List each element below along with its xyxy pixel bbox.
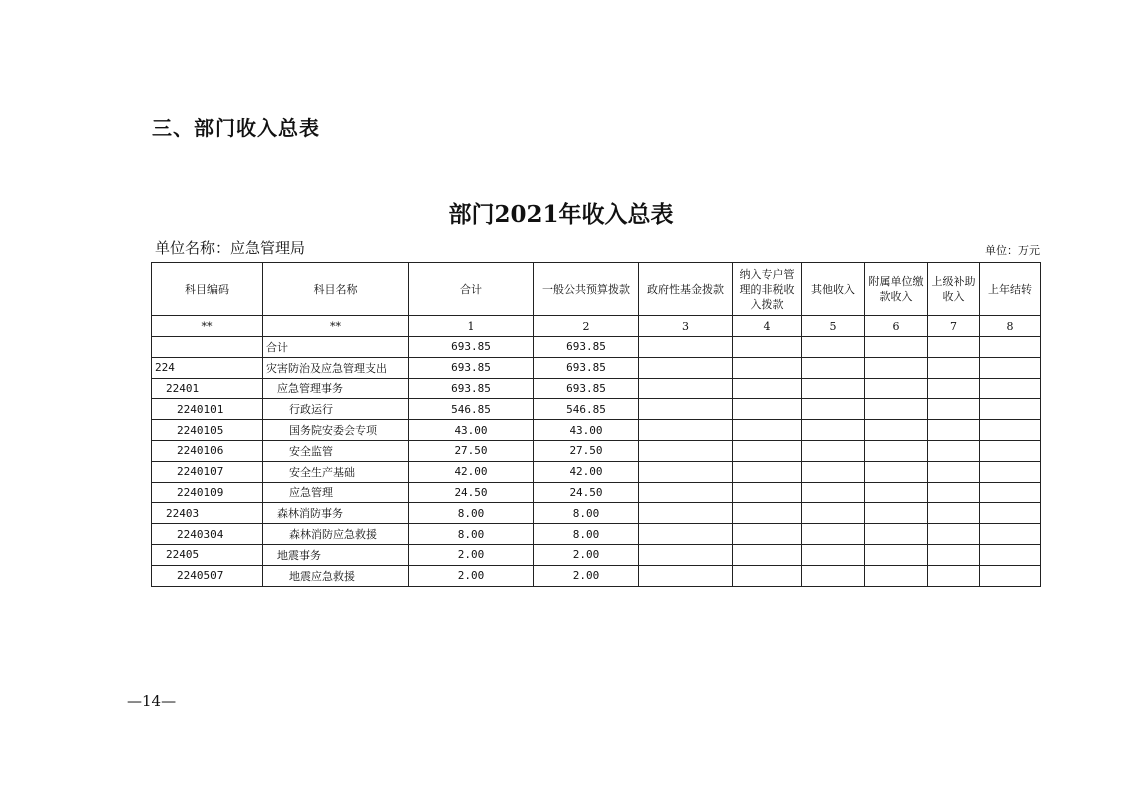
subject-name: 行政运行 xyxy=(263,399,409,420)
empty-cell xyxy=(733,357,802,378)
empty-cell xyxy=(733,461,802,482)
general-budget-value: 43.00 xyxy=(534,420,639,441)
empty-cell xyxy=(865,337,928,358)
empty-cell xyxy=(639,482,733,503)
subject-code: 22401 xyxy=(152,378,263,399)
empty-cell xyxy=(639,544,733,565)
table-row xyxy=(152,420,1041,441)
empty-cell xyxy=(802,565,865,586)
total-value: 2.00 xyxy=(409,544,534,565)
empty-cell xyxy=(865,524,928,545)
table-row xyxy=(152,440,1041,461)
column-header: 附属单位缴款收入 xyxy=(865,263,928,316)
empty-cell xyxy=(733,378,802,399)
subject-code: 2240101 xyxy=(152,399,263,420)
empty-cell xyxy=(865,565,928,586)
empty-cell xyxy=(733,337,802,358)
column-header: 纳入专户管理的非税收入拨款 xyxy=(733,263,802,316)
subject-name: 应急管理事务 xyxy=(263,378,409,399)
general-budget-value: 24.50 xyxy=(534,482,639,503)
column-index: ** xyxy=(263,316,409,337)
empty-cell xyxy=(865,503,928,524)
column-index: 7 xyxy=(928,316,980,337)
column-header: 上级补助收入 xyxy=(928,263,980,316)
subject-name: 森林消防事务 xyxy=(263,503,409,524)
subject-code: 2240304 xyxy=(152,524,263,545)
empty-cell xyxy=(928,565,980,586)
section-heading: 三、部门收入总表 xyxy=(152,116,320,140)
empty-cell xyxy=(980,420,1041,441)
general-budget-value: 2.00 xyxy=(534,565,639,586)
column-header: 合计 xyxy=(409,263,534,316)
table-row xyxy=(152,565,1041,586)
empty-cell xyxy=(980,461,1041,482)
total-value: 8.00 xyxy=(409,524,534,545)
column-header: 科目编码 xyxy=(152,263,263,316)
subject-code: 2240507 xyxy=(152,565,263,586)
unit-label: 单位：万元 xyxy=(985,244,1040,257)
general-budget-value: 2.00 xyxy=(534,544,639,565)
table-row xyxy=(152,524,1041,545)
total-value: 43.00 xyxy=(409,420,534,441)
empty-cell xyxy=(980,378,1041,399)
empty-cell xyxy=(802,503,865,524)
empty-cell xyxy=(928,544,980,565)
empty-cell xyxy=(865,357,928,378)
total-value: 693.85 xyxy=(409,337,534,358)
subject-name: 地震应急救援 xyxy=(263,565,409,586)
empty-cell xyxy=(639,440,733,461)
unit-name: 单位名称：应急管理局 xyxy=(155,239,306,257)
empty-cell xyxy=(865,399,928,420)
general-budget-value: 8.00 xyxy=(534,503,639,524)
empty-cell xyxy=(928,461,980,482)
table-row xyxy=(152,482,1041,503)
column-index: 8 xyxy=(980,316,1041,337)
header-row xyxy=(152,263,1041,316)
table-row xyxy=(152,399,1041,420)
empty-cell xyxy=(928,420,980,441)
empty-cell xyxy=(980,337,1041,358)
empty-cell xyxy=(639,503,733,524)
column-index-row xyxy=(152,316,1041,337)
income-table xyxy=(151,262,1041,587)
empty-cell xyxy=(639,399,733,420)
empty-cell xyxy=(980,399,1041,420)
empty-cell xyxy=(802,378,865,399)
general-budget-value: 546.85 xyxy=(534,399,639,420)
total-value: 24.50 xyxy=(409,482,534,503)
empty-cell xyxy=(928,524,980,545)
empty-cell xyxy=(865,482,928,503)
empty-cell xyxy=(639,357,733,378)
subject-code: 22405 xyxy=(152,544,263,565)
subject-code: 224 xyxy=(152,357,263,378)
subject-code: 2240105 xyxy=(152,420,263,441)
empty-cell xyxy=(865,440,928,461)
empty-cell xyxy=(733,420,802,441)
empty-cell xyxy=(802,461,865,482)
empty-cell xyxy=(865,420,928,441)
total-value: 42.00 xyxy=(409,461,534,482)
subject-name: 国务院安委会专项 xyxy=(263,420,409,441)
subject-name: 合计 xyxy=(263,337,409,358)
table-row xyxy=(152,357,1041,378)
table-row xyxy=(152,503,1041,524)
table-row xyxy=(152,378,1041,399)
empty-cell xyxy=(802,337,865,358)
empty-cell xyxy=(802,524,865,545)
general-budget-value: 693.85 xyxy=(534,357,639,378)
empty-cell xyxy=(980,357,1041,378)
empty-cell xyxy=(733,544,802,565)
empty-cell xyxy=(980,544,1041,565)
empty-cell xyxy=(865,544,928,565)
table-row xyxy=(152,544,1041,565)
empty-cell xyxy=(865,378,928,399)
general-budget-value: 693.85 xyxy=(534,337,639,358)
empty-cell xyxy=(639,565,733,586)
column-index: 4 xyxy=(733,316,802,337)
column-header: 政府性基金拨款 xyxy=(639,263,733,316)
empty-cell xyxy=(802,399,865,420)
empty-cell xyxy=(639,524,733,545)
column-header: 科目名称 xyxy=(263,263,409,316)
empty-cell xyxy=(733,440,802,461)
empty-cell xyxy=(928,440,980,461)
total-value: 27.50 xyxy=(409,440,534,461)
empty-cell xyxy=(639,461,733,482)
subject-code: 22403 xyxy=(152,503,263,524)
empty-cell xyxy=(980,440,1041,461)
total-value: 546.85 xyxy=(409,399,534,420)
total-value: 693.85 xyxy=(409,378,534,399)
empty-cell xyxy=(928,357,980,378)
empty-cell xyxy=(733,482,802,503)
subject-name: 灾害防治及应急管理支出 xyxy=(263,357,409,378)
empty-cell xyxy=(928,399,980,420)
empty-cell xyxy=(928,503,980,524)
column-header: 其他收入 xyxy=(802,263,865,316)
subject-code: 2240107 xyxy=(152,461,263,482)
subject-name: 应急管理 xyxy=(263,482,409,503)
subject-name: 安全监管 xyxy=(263,440,409,461)
subject-code: 2240109 xyxy=(152,482,263,503)
empty-cell xyxy=(733,565,802,586)
subject-code: 2240106 xyxy=(152,440,263,461)
empty-cell xyxy=(639,378,733,399)
column-index: 3 xyxy=(639,316,733,337)
empty-cell xyxy=(733,503,802,524)
page-number: —14— xyxy=(127,692,177,710)
table-row xyxy=(152,461,1041,482)
empty-cell xyxy=(865,461,928,482)
empty-cell xyxy=(802,357,865,378)
empty-cell xyxy=(980,482,1041,503)
empty-cell xyxy=(928,378,980,399)
empty-cell xyxy=(639,337,733,358)
column-index: 5 xyxy=(802,316,865,337)
empty-cell xyxy=(802,440,865,461)
total-value: 8.00 xyxy=(409,503,534,524)
empty-cell xyxy=(639,420,733,441)
table-title: 部门2021年收入总表 xyxy=(448,201,674,228)
total-value: 2.00 xyxy=(409,565,534,586)
subject-name: 安全生产基础 xyxy=(263,461,409,482)
subject-name: 森林消防应急救援 xyxy=(263,524,409,545)
empty-cell xyxy=(980,524,1041,545)
column-header: 一般公共预算拨款 xyxy=(534,263,639,316)
general-budget-value: 27.50 xyxy=(534,440,639,461)
empty-cell xyxy=(733,399,802,420)
subject-code xyxy=(152,337,263,358)
empty-cell xyxy=(928,482,980,503)
table-row-total xyxy=(152,337,1041,358)
column-index: ** xyxy=(152,316,263,337)
empty-cell xyxy=(980,503,1041,524)
empty-cell xyxy=(802,482,865,503)
column-index: 6 xyxy=(865,316,928,337)
general-budget-value: 42.00 xyxy=(534,461,639,482)
column-header: 上年结转 xyxy=(980,263,1041,316)
general-budget-value: 693.85 xyxy=(534,378,639,399)
empty-cell xyxy=(802,544,865,565)
column-index: 1 xyxy=(409,316,534,337)
empty-cell xyxy=(928,337,980,358)
empty-cell xyxy=(980,565,1041,586)
general-budget-value: 8.00 xyxy=(534,524,639,545)
empty-cell xyxy=(733,524,802,545)
subject-name: 地震事务 xyxy=(263,544,409,565)
column-index: 2 xyxy=(534,316,639,337)
total-value: 693.85 xyxy=(409,357,534,378)
empty-cell xyxy=(802,420,865,441)
